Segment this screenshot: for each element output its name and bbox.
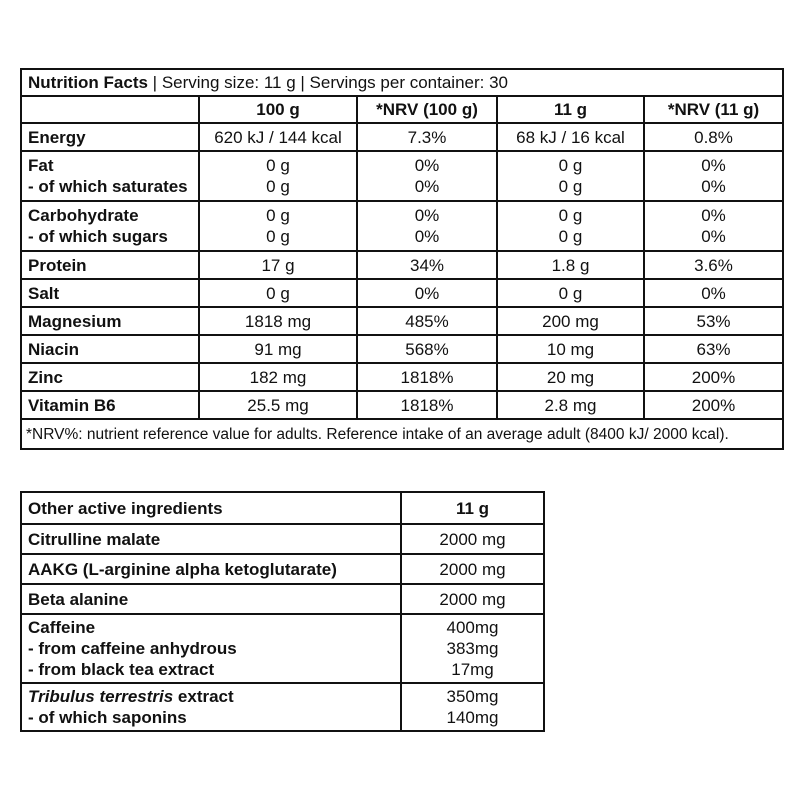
nutrient-nrv11-cell bbox=[644, 123, 783, 151]
nutrient-nrv100-value: 568% bbox=[405, 339, 449, 359]
nutrient-nrv100-cell bbox=[357, 363, 497, 391]
ingredient-name: Caffeine bbox=[28, 618, 96, 637]
nutrient-nrv11-value: 200% bbox=[691, 395, 736, 415]
nutrient-nrv11-value: 3.6% bbox=[694, 255, 733, 275]
ingredient-name: Citrulline malate bbox=[28, 529, 161, 549]
nutrient-nrv11-value: 0% bbox=[701, 177, 726, 196]
nutrient-row-salt bbox=[21, 279, 783, 307]
nutrition-body bbox=[21, 123, 783, 419]
nutrient-nrv100-cell bbox=[357, 391, 497, 419]
ingredient-label-cell bbox=[21, 614, 401, 683]
nutrient-label-cell bbox=[21, 151, 199, 201]
nutrient-name: Niacin bbox=[28, 339, 80, 359]
nutrition-column-headers bbox=[21, 96, 783, 123]
nutrient-row-magnesium bbox=[21, 307, 783, 335]
ingredient-name-italic: Tribulus terrestris bbox=[28, 687, 174, 706]
nutrient-v11-value: 10 mg bbox=[546, 339, 595, 359]
nutrient-v100-cell bbox=[199, 335, 357, 363]
ingredient-amount: 383mg bbox=[446, 639, 499, 658]
nutrient-v11-value: 0 g bbox=[558, 227, 583, 246]
ingredient-row bbox=[21, 614, 544, 683]
nutrient-nrv11-cell bbox=[644, 335, 783, 363]
nutrient-v100-cell bbox=[199, 279, 357, 307]
nutrient-name: Protein bbox=[28, 255, 87, 275]
nutrient-row-zinc bbox=[21, 363, 783, 391]
nutrient-subname: - of which saturates bbox=[28, 177, 188, 196]
nutrient-label-cell bbox=[21, 201, 199, 251]
nutrient-nrv11-cell bbox=[644, 279, 783, 307]
nutrient-v11-cell bbox=[497, 201, 644, 251]
nutrient-v100-value: 182 mg bbox=[249, 367, 307, 387]
nutrient-nrv11-value: 63% bbox=[696, 339, 731, 359]
ingredient-name bbox=[28, 686, 394, 707]
nutrient-v11-cell bbox=[497, 151, 644, 201]
nutrient-v11-value: 0 g bbox=[558, 156, 583, 175]
nutrition-facts-table bbox=[20, 68, 784, 450]
ingredient-amount: 140mg bbox=[446, 708, 499, 727]
nutrient-row-fat bbox=[21, 151, 783, 201]
nutrient-v100-value: 17 g bbox=[261, 255, 295, 275]
ingredient-label-cell bbox=[21, 524, 401, 554]
nutrient-v11-cell bbox=[497, 279, 644, 307]
nutrient-subname: - of which sugars bbox=[28, 227, 168, 246]
nutrient-name: Salt bbox=[28, 283, 60, 303]
nutrient-v11-value: 0 g bbox=[558, 283, 583, 303]
ingredient-amount: 2000 mg bbox=[439, 529, 506, 549]
nutrient-nrv100-value: 0% bbox=[414, 156, 440, 175]
nutrient-nrv11-cell bbox=[644, 363, 783, 391]
nutrient-v100-value: 620 kJ / 144 kcal bbox=[214, 127, 342, 147]
nutrient-v100-value: 25.5 mg bbox=[247, 395, 309, 415]
nutrient-nrv11-cell bbox=[644, 391, 783, 419]
nutrient-nrv100-cell bbox=[357, 123, 497, 151]
nutrient-v11-value: 68 kJ / 16 kcal bbox=[516, 127, 625, 147]
nutrient-nrv100-cell bbox=[357, 279, 497, 307]
nutrient-name: Vitamin B6 bbox=[28, 395, 116, 415]
nutrient-nrv100-value: 34% bbox=[409, 255, 445, 275]
ingredient-row bbox=[21, 554, 544, 584]
ingredient-amount: 2000 mg bbox=[439, 589, 506, 609]
column-header-100g: 100 g bbox=[199, 96, 357, 123]
nutrient-v11-cell bbox=[497, 363, 644, 391]
nutrient-v100-value: 0 g bbox=[266, 177, 290, 196]
nutrient-nrv100-value: 7.3% bbox=[407, 127, 447, 147]
nutrient-v11-cell bbox=[497, 123, 644, 151]
nutrient-nrv100-cell bbox=[357, 307, 497, 335]
nutrient-row-vitamin-b6 bbox=[21, 391, 783, 419]
nutrient-nrv100-value: 0% bbox=[414, 227, 440, 246]
nutrient-row-protein bbox=[21, 251, 783, 279]
column-header-nrv-11g: *NRV (11 g) bbox=[644, 96, 783, 123]
ingredient-amount-cell bbox=[401, 554, 544, 584]
ingredient-amount: 2000 mg bbox=[439, 559, 506, 579]
nutrition-caption bbox=[21, 69, 783, 96]
nutrient-label-cell bbox=[21, 279, 199, 307]
other-ingredients-header bbox=[21, 492, 544, 524]
nutrient-nrv11-cell bbox=[644, 307, 783, 335]
nutrient-label-cell bbox=[21, 251, 199, 279]
ingredient-amount-cell bbox=[401, 524, 544, 554]
ingredient-amount-cell bbox=[401, 614, 544, 683]
nutrient-v11-value: 1.8 g bbox=[551, 255, 590, 275]
nutrient-nrv100-value: 0% bbox=[414, 177, 440, 196]
nutrient-nrv11-cell bbox=[644, 151, 783, 201]
nutrient-v11-value: 2.8 mg bbox=[544, 395, 597, 415]
nutrient-row-niacin bbox=[21, 335, 783, 363]
nutrient-v11-value: 0 g bbox=[558, 177, 583, 196]
nutrient-v100-cell bbox=[199, 307, 357, 335]
nutrient-v100-cell bbox=[199, 123, 357, 151]
nutrient-name: Zinc bbox=[28, 367, 63, 387]
column-header-blank bbox=[21, 96, 199, 123]
nutrient-v11-value: 20 mg bbox=[546, 367, 595, 387]
nutrient-nrv100-cell bbox=[357, 251, 497, 279]
nutrient-v11-cell bbox=[497, 391, 644, 419]
nutrient-v100-cell bbox=[199, 251, 357, 279]
ingredient-amount: 17mg bbox=[451, 660, 494, 679]
nutrient-v11-value: 200 mg bbox=[542, 311, 599, 331]
nutrient-v100-value: 1818 mg bbox=[244, 311, 312, 331]
nutrient-name: Energy bbox=[28, 127, 86, 147]
nutrient-nrv100-cell bbox=[357, 335, 497, 363]
ingredient-amount: 350mg bbox=[446, 687, 499, 706]
nutrient-row-carbohydrate bbox=[21, 201, 783, 251]
ingredient-subname: - of which saponins bbox=[28, 708, 187, 727]
nutrient-v100-cell bbox=[199, 201, 357, 251]
nutrition-footnote-row bbox=[21, 419, 783, 449]
nutrient-v100-cell bbox=[199, 151, 357, 201]
nutrient-v11-value: 0 g bbox=[558, 206, 583, 225]
nutrient-nrv100-value: 485% bbox=[405, 311, 449, 331]
nutrient-v100-value: 0 g bbox=[266, 283, 290, 303]
nutrient-nrv100-value: 0% bbox=[414, 283, 440, 303]
nutrient-label-cell bbox=[21, 363, 199, 391]
nutrient-v100-value: 0 g bbox=[266, 206, 290, 225]
nutrient-nrv100-value: 1818% bbox=[400, 395, 454, 415]
ingredient-label-cell bbox=[21, 554, 401, 584]
ingredient-amount: 400mg bbox=[446, 618, 499, 637]
other-ingredients-amount-header: 11 g bbox=[401, 492, 544, 524]
nutrient-v100-value: 0 g bbox=[266, 156, 290, 175]
nutrient-label-cell bbox=[21, 335, 199, 363]
ingredient-subname: - from caffeine anhydrous bbox=[28, 639, 237, 658]
nutrient-nrv11-value: 200% bbox=[691, 367, 736, 387]
nutrition-caption-row bbox=[21, 69, 783, 96]
nutrient-v11-cell bbox=[497, 251, 644, 279]
ingredient-amount-cell bbox=[401, 584, 544, 614]
ingredient-label-cell bbox=[21, 584, 401, 614]
nutrient-nrv11-value: 0% bbox=[701, 283, 726, 303]
ingredient-row bbox=[21, 683, 544, 731]
nutrient-nrv11-cell bbox=[644, 251, 783, 279]
ingredient-name-rest: extract bbox=[173, 687, 234, 706]
nutrient-name: Magnesium bbox=[28, 311, 122, 331]
nutrition-title: Nutrition Facts bbox=[28, 73, 148, 92]
nutrient-v100-cell bbox=[199, 391, 357, 419]
nutrient-label-cell bbox=[21, 391, 199, 419]
nutrient-v100-cell bbox=[199, 363, 357, 391]
other-ingredients-table bbox=[20, 491, 545, 732]
nutrient-nrv11-value: 0.8% bbox=[694, 127, 733, 147]
nutrient-nrv11-cell bbox=[644, 201, 783, 251]
nutrient-name: Carbohydrate bbox=[28, 206, 139, 225]
other-ingredients-title: Other active ingredients bbox=[21, 492, 401, 524]
nutrient-v11-cell bbox=[497, 335, 644, 363]
ingredient-subname: - from black tea extract bbox=[28, 660, 215, 679]
nutrient-nrv100-value: 1818% bbox=[400, 367, 454, 387]
nutrient-nrv11-value: 0% bbox=[701, 206, 726, 225]
nutrient-nrv100-cell bbox=[357, 151, 497, 201]
column-header-nrv-100g: *NRV (100 g) bbox=[357, 96, 497, 123]
nutrient-v100-value: 91 mg bbox=[254, 339, 302, 359]
nutrient-nrv11-value: 0% bbox=[701, 156, 726, 175]
nutrient-nrv100-cell bbox=[357, 201, 497, 251]
nutrient-nrv11-value: 0% bbox=[701, 227, 726, 246]
nutrient-row-energy bbox=[21, 123, 783, 151]
column-header-11g: 11 g bbox=[497, 96, 644, 123]
other-ingredients-body bbox=[21, 524, 544, 731]
nutrition-subtitle: | Serving size: 11 g | Servings per container: 30 bbox=[147, 73, 508, 92]
nrv-footnote: *NRV%: nutrient reference value for adults. Reference intake of an average adult (8400 kJ/ 2000 kcal). bbox=[21, 419, 783, 449]
ingredient-row bbox=[21, 584, 544, 614]
nutrient-nrv11-value: 53% bbox=[696, 311, 731, 331]
nutrient-label-cell bbox=[21, 307, 199, 335]
nutrient-v11-cell bbox=[497, 307, 644, 335]
nutrient-v100-value: 0 g bbox=[266, 227, 290, 246]
ingredient-name: Beta alanine bbox=[28, 589, 129, 609]
ingredient-name: AAKG (L-arginine alpha ketoglutarate) bbox=[28, 559, 337, 579]
nutrient-nrv100-value: 0% bbox=[414, 206, 440, 225]
nutrient-label-cell bbox=[21, 123, 199, 151]
ingredient-row bbox=[21, 524, 544, 554]
ingredient-label-cell bbox=[21, 683, 401, 731]
nutrient-name: Fat bbox=[28, 156, 54, 175]
ingredient-amount-cell bbox=[401, 683, 544, 731]
